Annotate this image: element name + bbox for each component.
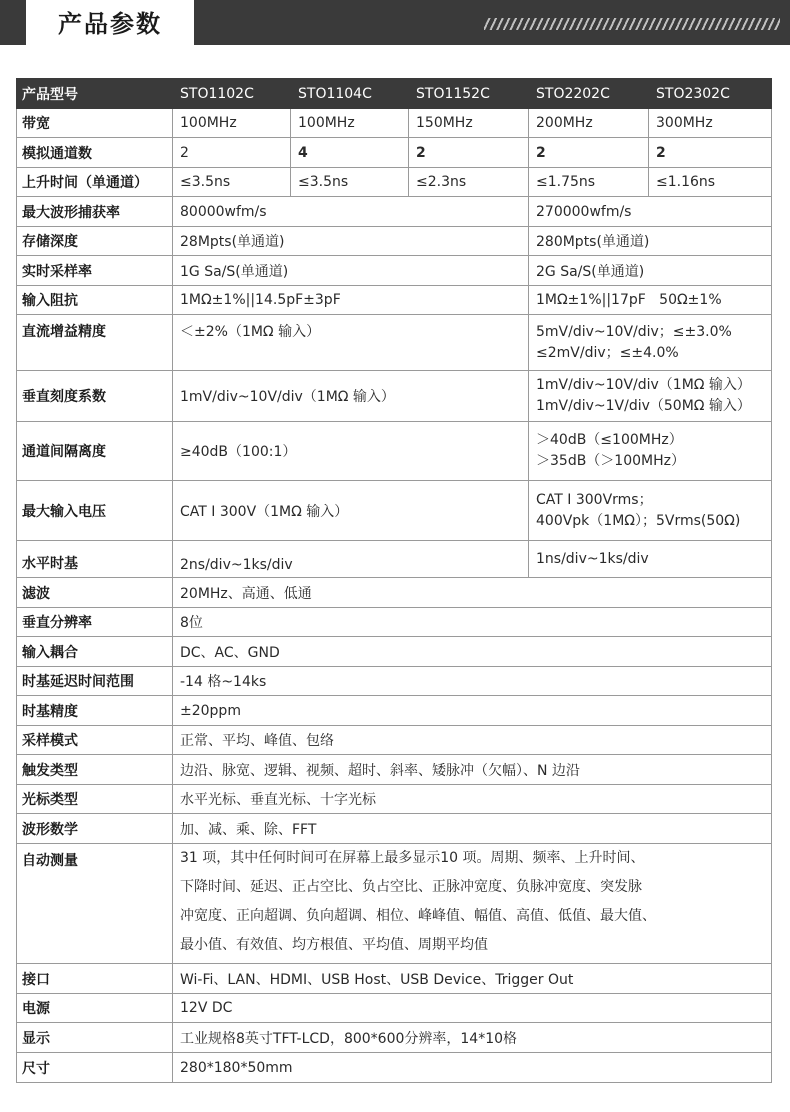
cell: 1mV/div~10V/div（1MΩ 输入） <box>173 371 529 422</box>
cell: 80000wfm/s <box>173 197 529 227</box>
table-row <box>17 481 772 541</box>
row-label: 模拟通道数 <box>17 138 173 168</box>
cell: 270000wfm/s <box>529 197 772 227</box>
cell: 2 <box>173 138 291 168</box>
model-3: STO1152C <box>409 79 529 109</box>
table-row <box>17 422 772 481</box>
row-label: 带宽 <box>17 109 173 138</box>
table-row <box>17 138 772 168</box>
row-label: 上升时间（单通道） <box>17 168 173 197</box>
cell-line: ＞40dB（≤100MHz） <box>536 432 683 448</box>
cell: DC、AC、GND <box>173 637 772 667</box>
cell: 28Mpts(单通道) <box>173 227 529 256</box>
cell: 正常、平均、峰值、包络 <box>173 726 772 755</box>
table-row <box>17 696 772 726</box>
cell <box>529 315 772 371</box>
cell <box>529 371 772 422</box>
table-row <box>17 964 772 994</box>
cell: 4 <box>291 138 409 168</box>
table-header-row <box>17 79 772 109</box>
table-row <box>17 286 772 315</box>
table-row <box>17 785 772 814</box>
row-label: 存储深度 <box>17 227 173 256</box>
model-2: STO1104C <box>291 79 409 109</box>
cell: 8位 <box>173 608 772 637</box>
cell: 1G Sa/S(单通道) <box>173 256 529 286</box>
row-label: 显示 <box>17 1023 173 1053</box>
row-label: 输入阻抗 <box>17 286 173 315</box>
cell: 100MHz <box>291 109 409 138</box>
table-row <box>17 197 772 227</box>
header-hatch-decoration <box>484 18 780 30</box>
cell-line: CAT I 300Vrms； <box>536 491 653 508</box>
model-5: STO2302C <box>649 79 772 109</box>
row-label: 直流增益精度 <box>17 315 173 371</box>
cell: 150MHz <box>409 109 529 138</box>
cell: 1MΩ±1%||17pF 50Ω±1% <box>529 286 772 315</box>
row-label: 最大输入电压 <box>17 481 173 541</box>
row-label: 时基精度 <box>17 696 173 726</box>
table-row <box>17 814 772 844</box>
cell-line: 下降时间、延迟、正占空比、负占空比、正脉冲宽度、负脉冲宽度、突发脉 <box>180 879 642 895</box>
cell: Wi-Fi、LAN、HDMI、USB Host、USB Device、Trigger Out <box>173 964 772 994</box>
row-label: 滤波 <box>17 578 173 608</box>
cell: ±20ppm <box>173 696 772 726</box>
cell: 200MHz <box>529 109 649 138</box>
row-label: 最大波形捕获率 <box>17 197 173 227</box>
cell: 280Mpts(单通道) <box>529 227 772 256</box>
cell: 2G Sa/S(单通道) <box>529 256 772 286</box>
table-row <box>17 755 772 785</box>
page-title: 产品参数 <box>58 10 162 38</box>
table-row <box>17 844 772 964</box>
table-row <box>17 608 772 637</box>
cell: 工业规格8英寸TFT-LCD，800*600分辨率，14*10格 <box>173 1023 772 1053</box>
row-label: 时基延迟时间范围 <box>17 667 173 696</box>
cell-line: 最小值、有效值、均方根值、平均值、周期平均值 <box>180 937 488 953</box>
cell: 2 <box>649 138 772 168</box>
table-row <box>17 371 772 422</box>
cell: ≤2.3ns <box>409 168 529 197</box>
row-label: 光标类型 <box>17 785 173 814</box>
table-row <box>17 578 772 608</box>
cell-line: 31 项，其中任何时间可在屏幕上最多显示10 项。周期、频率、上升时间、 <box>180 850 645 866</box>
table-row <box>17 541 772 578</box>
cell-line: 1mV/div~10V/div（1MΩ 输入） <box>536 377 751 393</box>
cell: ≤1.75ns <box>529 168 649 197</box>
row-label: 电源 <box>17 994 173 1023</box>
row-label: 触发类型 <box>17 755 173 785</box>
cell: ≤1.16ns <box>649 168 772 197</box>
spec-table <box>16 78 772 1083</box>
cell <box>173 844 772 964</box>
cell: CAT I 300V（1MΩ 输入） <box>173 481 529 541</box>
model-4: STO2202C <box>529 79 649 109</box>
cell: -14 格~14ks <box>173 667 772 696</box>
table-row <box>17 637 772 667</box>
cell-line: ＞35dB（＞100MHz） <box>536 453 685 469</box>
cell <box>529 481 772 541</box>
cell: 边沿、脉宽、逻辑、视频、超时、斜率、矮脉冲（欠幅）、N 边沿 <box>173 755 772 785</box>
cell: ＜±2%（1MΩ 输入） <box>173 315 529 371</box>
cell-line: 冲宽度、正向超调、负向超调、相位、峰峰值、幅值、高值、低值、最大值、 <box>180 908 656 924</box>
table-row <box>17 1023 772 1053</box>
row-label: 波形数学 <box>17 814 173 844</box>
row-label: 输入耦合 <box>17 637 173 667</box>
row-label: 自动测量 <box>17 844 173 964</box>
cell: 2 <box>529 138 649 168</box>
cell-line: 400Vpk（1MΩ）；5Vrms(50Ω) <box>536 512 741 529</box>
cell: 12V DC <box>173 994 772 1023</box>
header-label: 产品型号 <box>17 79 173 109</box>
table-row <box>17 109 772 138</box>
cell: 1MΩ±1%||14.5pF±3pF <box>173 286 529 315</box>
cell <box>529 422 772 481</box>
cell-line: 1mV/div~1V/div（50MΩ 输入） <box>536 398 751 414</box>
cell: 280*180*50mm <box>173 1053 772 1083</box>
cell: ≤3.5ns <box>291 168 409 197</box>
row-label: 水平时基 <box>17 541 173 578</box>
cell: 加、减、乘、除、FFT <box>173 814 772 844</box>
cell: 100MHz <box>173 109 291 138</box>
table-row <box>17 256 772 286</box>
row-label: 通道间隔离度 <box>17 422 173 481</box>
cell: 1ns/div~1ks/div <box>529 541 772 578</box>
row-label: 垂直分辨率 <box>17 608 173 637</box>
table-row <box>17 1053 772 1083</box>
table-row <box>17 726 772 755</box>
row-label: 尺寸 <box>17 1053 173 1083</box>
model-1: STO1102C <box>173 79 291 109</box>
cell: 2 <box>409 138 529 168</box>
table-row <box>17 994 772 1023</box>
cell: 20MHz、高通、低通 <box>173 578 772 608</box>
table-row <box>17 227 772 256</box>
cell: ≥40dB（100:1） <box>173 422 529 481</box>
cell: ≤3.5ns <box>173 168 291 197</box>
row-label: 接口 <box>17 964 173 994</box>
row-label: 实时采样率 <box>17 256 173 286</box>
row-label: 采样模式 <box>17 726 173 755</box>
table-row <box>17 667 772 696</box>
cell-line: 5mV/div~10V/div；≤±3.0% <box>536 323 732 340</box>
cell: 水平光标、垂直光标、十字光标 <box>173 785 772 814</box>
cell: 2ns/div~1ks/div <box>173 541 529 578</box>
table-row <box>17 315 772 371</box>
table-row <box>17 168 772 197</box>
row-label: 垂直刻度系数 <box>17 371 173 422</box>
cell-line: ≤2mV/div；≤±4.0% <box>536 344 679 361</box>
cell: 300MHz <box>649 109 772 138</box>
